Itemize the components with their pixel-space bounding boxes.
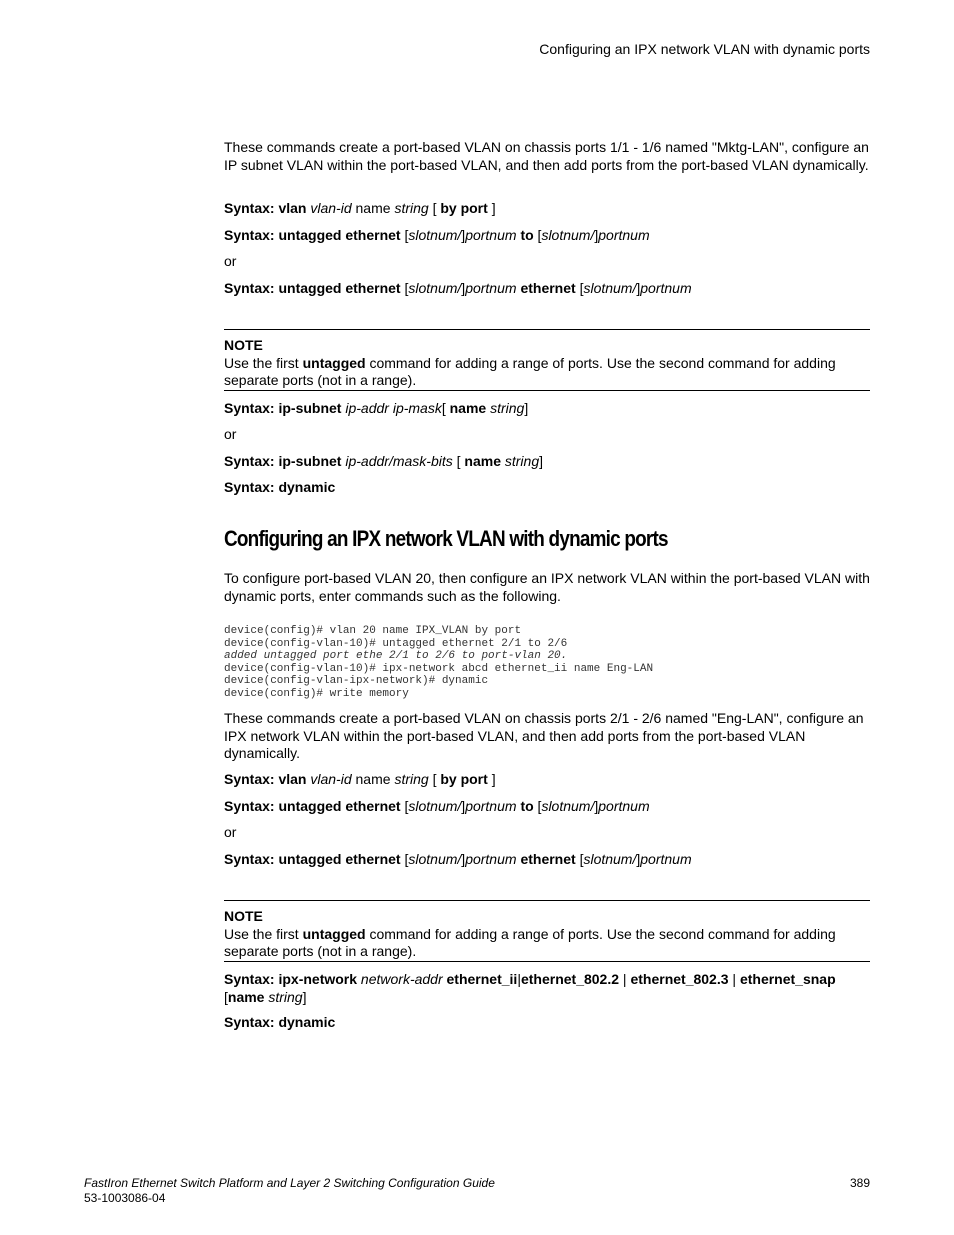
code-line: device(config)# write memory [224,687,409,700]
bracket: [ [404,798,409,814]
footer-doc-number: 53-1003086-04 [84,1191,166,1205]
syntax-keyword: ethernet_snap [739,971,836,987]
syntax-keyword: Syntax: untagged ethernet [224,851,401,867]
note-top-rule [224,900,870,901]
note-text: Use the first untagged command for adding a range of ports. Use the second command for adding separate ports (not in a range). [224,925,836,959]
section-heading: Configuring an IPX network VLAN with dynamic ports [224,526,668,551]
section-intro: To configure port-based VLAN 20, then configure an IPX network VLAN within the port-based VLAN with dynamic ports, enter commands such as the following. [224,570,870,604]
syntax-keyword: Syntax: ipx-network [224,971,358,987]
syntax-arg: slotnum/ [408,227,462,243]
syntax-arg: portnum [465,227,517,243]
bracket: ] [539,453,543,469]
syntax-keyword: by port [440,200,488,216]
syntax-untagged-range [224,227,650,244]
syntax-arg: string [490,400,525,416]
syntax-name-kw: name [355,200,391,216]
syntax-keyword: to [520,227,534,243]
syntax-keyword: Syntax: vlan [224,771,307,787]
syntax-arg: ip-addr ip-mask [345,400,442,416]
syntax-keyword: Syntax: vlan [224,200,307,216]
bracket: ] [302,988,307,1005]
bracket: [ [441,400,446,416]
syntax-keyword: to [520,798,534,814]
code-line: device(config-vlan-10)# ipx-network abcd ethernet_ii name Eng-LAN [224,662,654,675]
code-line-output: added untagged port ethe 2/1 to 2/6 to port-vlan 20. [224,650,568,662]
syntax-untagged-ethernet [224,851,692,868]
syntax-arg: string [268,988,303,1005]
syntax-untagged-ethernet [224,280,692,297]
code-line: device(config)# vlan 20 name IPX_VLAN by port [224,625,522,637]
syntax-arg: portnum [465,280,517,296]
syntax-arg: slotnum/ [408,798,462,814]
or-text: or [224,824,237,840]
bracket: ] [461,851,466,867]
or-text: or [224,253,237,269]
syntax-arg: portnum [598,227,650,243]
code-line: device(config-vlan-ipx-network)# dynamic [224,675,489,687]
bracket: ] [461,280,466,296]
bracket: ] [636,280,641,296]
syntax-keyword: Syntax: untagged ethernet [224,280,401,296]
syntax-ip-subnet [224,400,528,417]
bracket: [ [404,280,409,296]
syntax-arg: portnum [465,851,517,867]
syntax-ipx-network [224,971,870,1006]
bracket: ] [636,851,641,867]
syntax-keyword: Syntax: ip-subnet [224,400,342,416]
footer-guide-title: FastIron Ethernet Switch Platform and Layer 2 Switching Configuration Guide [84,1176,495,1190]
intro-paragraph: These commands create a port-based VLAN on chassis ports 1/1 - 1/6 named "Mktg-LAN", configure an IP subnet VLAN within the port-based VLAN, and then add ports from the port-based VLAN dynamically. [224,139,869,173]
syntax-name-kw: name [355,771,391,787]
syntax-vlan [224,200,496,217]
note-bottom-rule [224,961,870,962]
running-header: Configuring an IPX network VLAN with dynamic ports [539,41,870,57]
syntax-keyword: Syntax: untagged ethernet [224,227,401,243]
note-box [224,908,870,961]
syntax-keyword: ethernet [520,280,576,296]
bracket: [ [404,851,409,867]
syntax-arg: string [394,200,429,216]
syntax-arg: vlan-id [310,771,352,787]
bracket: [ [537,227,542,243]
footer-page-number: 389 [849,1176,870,1190]
syntax-keyword: by port [440,771,488,787]
syntax-arg: vlan-id [310,200,352,216]
syntax-keyword: ethernet_802.3 [630,971,729,987]
bracket: ] [461,798,466,814]
note-bottom-rule [224,390,870,391]
syntax-dynamic: Syntax: dynamic [224,479,336,495]
syntax-ip-subnet-bits [224,453,543,470]
bracket: [ [456,453,461,469]
syntax-arg: string [504,453,540,469]
bracket: ] [594,798,599,814]
syntax-arg: slotnum/ [583,851,637,867]
syntax-arg: slotnum/ [408,851,462,867]
code-line: device(config-vlan-10)# untagged ethernet 2/1 to 2/6 [224,637,568,650]
syntax-arg: string [394,771,429,787]
code-block [224,625,653,700]
bracket: ] [594,227,599,243]
or-text: or [224,426,237,442]
bracket: ] [461,227,466,243]
bracket: ] [491,771,496,787]
syntax-vlan [224,771,496,788]
bracket: [ [537,798,542,814]
bracket: [ [579,851,584,867]
bracket: [ [404,227,409,243]
syntax-arg: ip-addr/mask-bits [345,453,453,469]
note-text: Use the first untagged command for adding a range of ports. Use the second command for adding separate ports (not in a range). [224,354,836,388]
separator: | [517,971,521,987]
note-top-rule [224,329,870,330]
syntax-keyword: ethernet [520,851,576,867]
syntax-keyword: name [449,400,487,416]
syntax-arg: slotnum/ [583,280,637,296]
syntax-untagged-range [224,798,650,815]
syntax-arg: portnum [640,280,692,296]
bracket: [ [224,988,228,1005]
separator: | [728,971,740,987]
syntax-arg: portnum [598,798,650,814]
separator: | [619,971,631,987]
bracket: [ [579,280,584,296]
syntax-arg: portnum [640,851,692,867]
syntax-arg: slotnum/ [541,798,595,814]
syntax-keyword: Syntax: ip-subnet [224,453,342,469]
syntax-arg: slotnum/ [408,280,462,296]
syntax-arg: network-addr [360,971,443,987]
syntax-arg: slotnum/ [541,227,595,243]
note-label: NOTE [224,337,263,353]
bracket: [ [432,771,437,787]
bracket: ] [524,400,529,416]
syntax-arg: portnum [465,798,517,814]
syntax-keyword: name [227,988,265,1005]
note-box [224,337,870,390]
syntax-dynamic: Syntax: dynamic [224,1014,336,1030]
paragraph-2: These commands create a port-based VLAN on chassis ports 2/1 - 2/6 named "Eng-LAN", configure an IPX network VLAN within the port-based VLAN, and then add ports from the port-based VLAN dynamically. [224,710,864,761]
syntax-keyword: ethernet_ii [446,971,518,987]
syntax-keyword: Syntax: untagged ethernet [224,798,401,814]
syntax-keyword: ethernet_802.2 [520,971,620,987]
bracket: [ [432,200,437,216]
bracket: ] [491,200,496,216]
note-label: NOTE [224,908,263,924]
syntax-keyword: name [464,453,501,469]
